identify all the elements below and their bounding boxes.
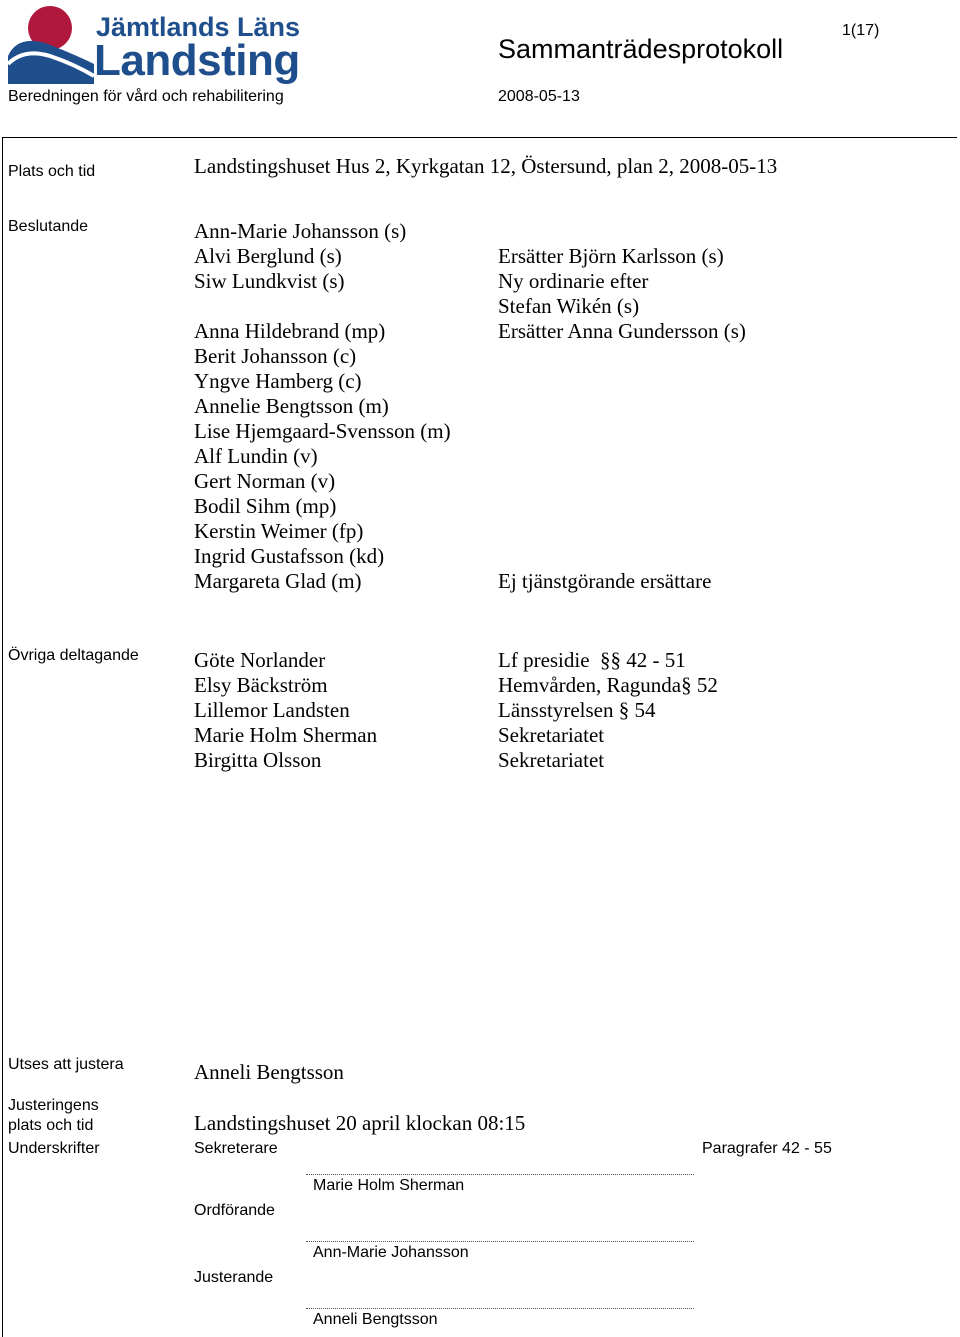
page-number: 1(17) (842, 22, 880, 39)
member-name: Kerstin Weimer (fp) (194, 519, 364, 543)
member-name: Alvi Berglund (s) (194, 244, 342, 268)
adjust-label: Utses att justera (8, 1056, 124, 1073)
non-serving-note: Ej tjänstgörande ersättare (498, 569, 712, 593)
logo-text-line1: Jämtlands Läns (96, 12, 301, 42)
adjust-value: Anneli Bengtsson (194, 1060, 344, 1084)
document-date: 2008-05-13 (498, 88, 580, 105)
participant-name: Elsy Bäckström (194, 673, 328, 697)
member-name: Margareta Glad (m) (194, 569, 362, 593)
participant-name: Lillemor Landsten (194, 698, 350, 722)
document-title: Sammanträdesprotokoll (498, 34, 784, 64)
participant-name: Göte Norlander (194, 648, 326, 672)
adjuster-name: Anneli Bengtsson (313, 1311, 438, 1328)
participant-role: Sekretariatet (498, 748, 605, 772)
member-name: Anna Hildebrand (mp) (194, 319, 386, 343)
adjust-place-label-line2: plats och tid (8, 1117, 94, 1134)
adjust-place-value: Landstingshuset 20 april klockan 08:15 (194, 1111, 526, 1135)
deciding-label: Beslutande (8, 218, 89, 235)
committee-name: Beredningen för vård och rehabilitering (8, 88, 284, 105)
paragraphs-range: Paragrafer 42 - 55 (702, 1140, 832, 1157)
others-label: Övriga deltagande (8, 647, 139, 664)
secretary-signature-line (306, 1174, 694, 1175)
chair-name: Ann-Marie Johansson (313, 1244, 469, 1261)
logo-text-line2: Landsting (94, 36, 300, 85)
participant-role: Länsstyrelsen § 54 (498, 698, 656, 722)
adjuster-label: Justerande (194, 1269, 274, 1286)
participant-role: Lf presidie §§ 42 - 51 (498, 648, 686, 672)
signatures-label: Underskrifter (8, 1140, 100, 1157)
place-time-value: Landstingshuset Hus 2, Kyrkgatan 12, Östersund, plan 2, 2008-05-13 (194, 154, 778, 178)
participant-name: Marie Holm Sherman (194, 723, 378, 747)
secretary-name: Marie Holm Sherman (313, 1177, 465, 1194)
member-note: Ersätter Anna Gundersson (s) (498, 319, 746, 343)
member-name: Lise Hjemgaard-Svensson (m) (194, 419, 451, 443)
left-margin-rule (2, 137, 3, 1337)
adjust-place-label-line1: Justeringens (8, 1097, 99, 1114)
member-note: Ny ordinarie efter (498, 269, 649, 293)
participant-role: Sekretariatet (498, 723, 605, 747)
member-name: Yngve Hamberg (c) (194, 369, 362, 393)
member-name: Berit Johansson (c) (194, 344, 357, 368)
place-time-label: Plats och tid (8, 163, 96, 180)
chair-signature-line (306, 1241, 694, 1242)
member-name: Annelie Bengtsson (m) (194, 394, 389, 418)
adjuster-signature-line (306, 1308, 694, 1309)
participant-role: Hemvården, Ragunda§ 52 (498, 673, 718, 697)
member-note: Stefan Wikén (s) (498, 294, 640, 318)
member-name: Alf Lundin (v) (194, 444, 318, 468)
member-name: Ingrid Gustafsson (kd) (194, 544, 385, 568)
member-name: Ann-Marie Johansson (s) (194, 219, 407, 243)
chair-label: Ordförande (194, 1202, 275, 1219)
member-note: Ersätter Björn Karlsson (s) (498, 244, 724, 268)
participant-name: Birgitta Olsson (194, 748, 322, 772)
header-divider (2, 137, 957, 138)
secretary-label: Sekreterare (194, 1140, 278, 1157)
member-name: Siw Lundkvist (s) (194, 269, 345, 293)
member-name: Bodil Sihm (mp) (194, 494, 337, 518)
member-name: Gert Norman (v) (194, 469, 336, 493)
